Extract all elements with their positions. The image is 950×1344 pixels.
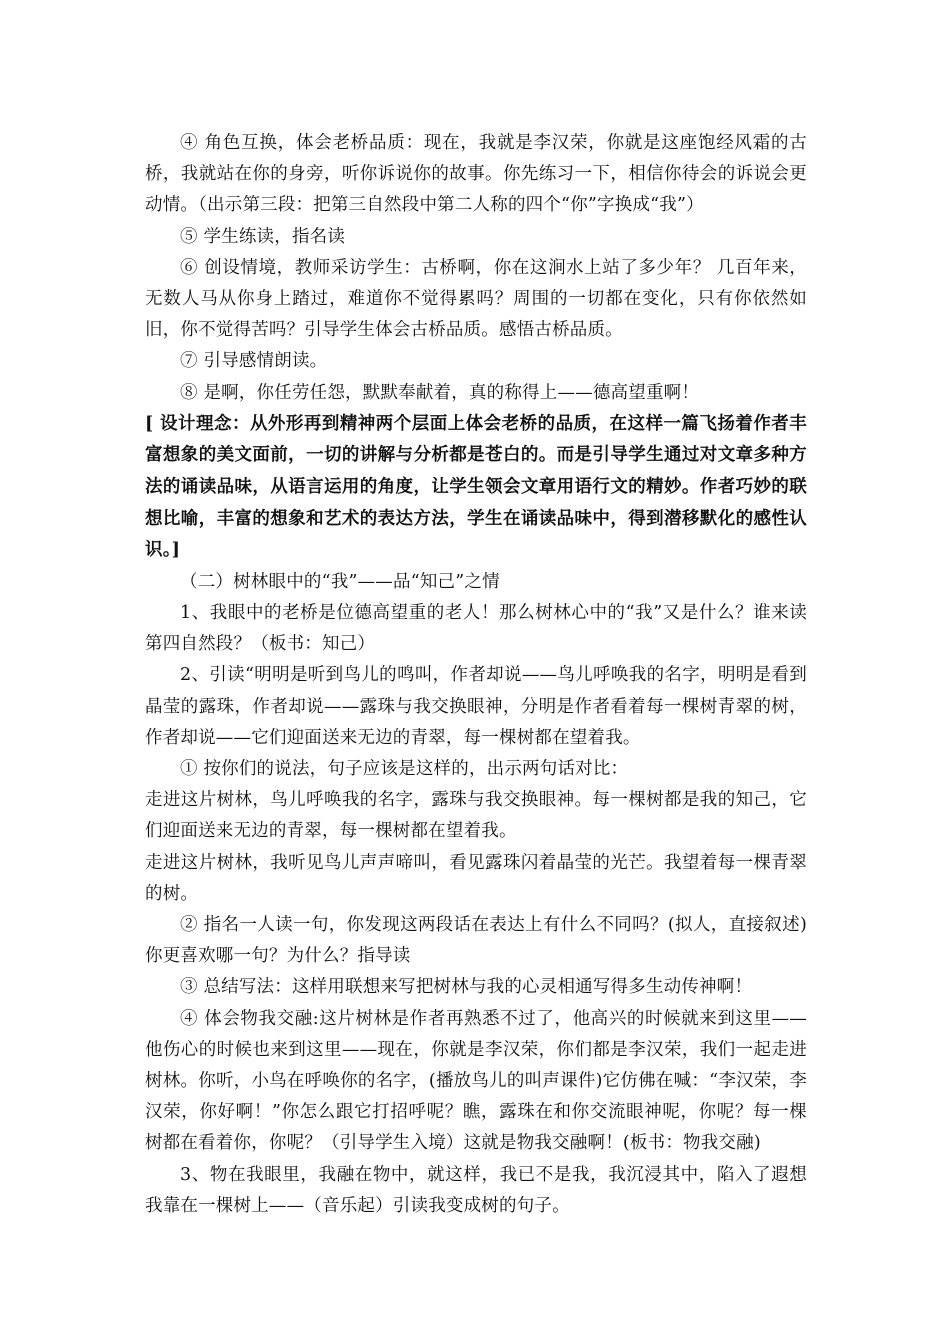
paragraph-immersion: ④ 体会物我交融:这片树林是作者再熟悉不过了，他高兴的时候就来到这里——他伤心的时候也来到这里——现在，你就是李汉荣，你们都是李汉荣，我们一起走进树林。你听，小鸟在呼唤你的名字，(播放鸟儿的叫声课件)它仿佛在喊：“李汉荣，李汉荣，你好啊！”你怎么跟它打招呼呢？瞧，露珠在和你交流眼神呢，你呢？每一棵树都在看着你，你呢？（引导学生入境）这就是物我交融啊！(板书：物我交融) [145, 1008, 807, 1154]
paragraph-role-swap: ④ 角色互换，体会老桥品质：现在，我就是李汉荣，你就是这座饱经风霜的古桥，我就站在你的身旁，听你诉说你的故事。你先练习一下，相信你待会的诉说会更动情。（出示第三段：把第三自然段中第二人称的四个“你”字换成“我”） [145, 133, 807, 216]
paragraph-step-2: 2、引读“明明是听到鸟儿的鸣叫，作者却说——鸟儿呼唤我的名字，明明是看到晶莹的露珠，作者却说——露珠与我交换眼神，分明是作者看着每一棵树青翠的树，作者却说——它们迎面送来无边的青翠，每一棵树都在望着我。 [145, 665, 807, 748]
paragraph-read-compare: ② 指名一人读一句，你发现这两段话在表达上有什么不同吗？(拟人，直接叙述)你更喜欢哪一句？为什么？指导读 [145, 915, 807, 967]
paragraph-step-1: 1、我眼中的老桥是位德高望重的老人！那么树林心中的“我”又是什么？谁来读第四自然段？（板书：知己） [145, 603, 807, 655]
sentence-plain: 走进这片树林，我听见鸟儿声声啼叫，看见露珠闪着晶莹的光芒。我望着每一棵青翠的树。 [145, 852, 807, 904]
design-concept-note: [ 设计理念：从外形再到精神两个层面上体会老桥的品质，在这样一篇飞扬着作者丰富想象的美文面前，一切的讲解与分析都是苍白的。而是引导学生通过对文章多种方法的诵读品味，从语言运用的角度，让学生领会文章用语行文的精妙。作者巧妙的联想比喻，丰富的想象和艺术的表达方法，学生在诵读品味中，得到潜移默化的感性认识。] [145, 413, 807, 561]
document-body [145, 128, 807, 1222]
paragraph-practice-reading: ⑤ 学生练读，指名读 [180, 226, 346, 247]
paragraph-conclusion: ⑧ 是啊，你任劳任怨，默默奉献着，真的称得上——德高望重啊！ [180, 382, 700, 403]
paragraph-step-3: 3、物在我眼里，我融在物中，就这样，我已不是我，我沉浸其中，陷入了遐想我靠在一棵树上——（音乐起）引读我变成树的句子。 [145, 1164, 807, 1216]
paragraph-interview: ⑥ 创设情境，教师采访学生：古桥啊，你在这涧水上站了多少年？ 几百年来，无数人马从你身上踏过，难道你不觉得累吗？周围的一切都在变化，只有你依然如旧，你不觉得苦吗？引导学生体会古桥品质。感悟古桥品质。 [145, 257, 807, 341]
sentence-personified: 走进这片树林，鸟儿呼唤我的名字，露珠与我交换眼神。每一棵树都是我的知己，它们迎面送来无边的青翠，每一棵树都在望着我。 [145, 790, 807, 842]
paragraph-emotional-reading: ⑦ 引导感情朗读。 [180, 351, 328, 372]
paragraph-summary-method: ③ 总结写法：这样用联想来写把树林与我的心灵相通写得多生动传神啊！ [180, 977, 753, 998]
section-heading-forest: （二）树林眼中的“我”——品“知己”之情 [180, 571, 500, 592]
paragraph-compare-sentences: ① 按你们的说法，句子应该是这样的，出示两句话对比： [180, 759, 629, 780]
